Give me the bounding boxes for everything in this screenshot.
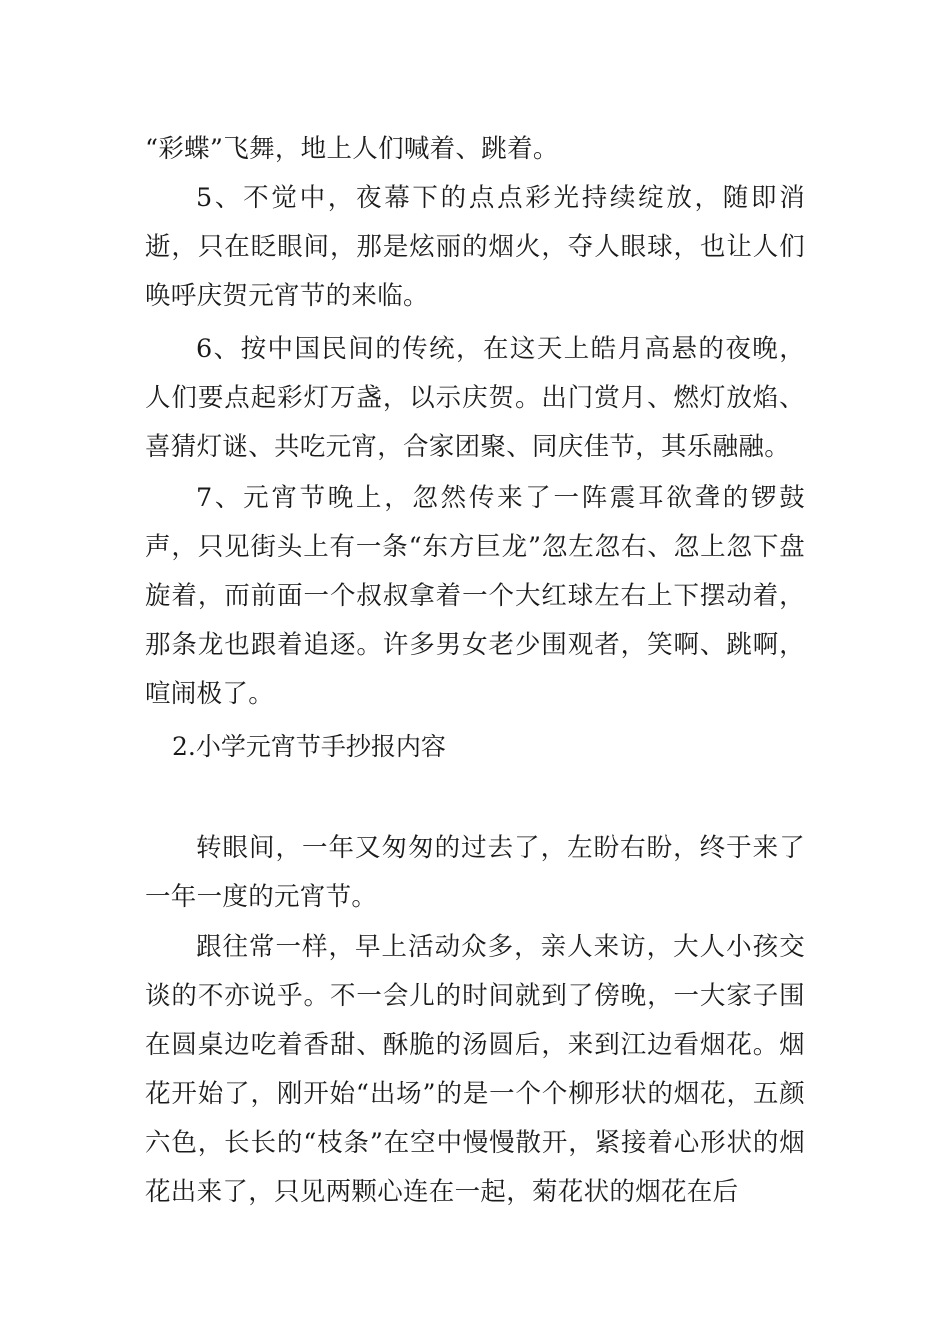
paragraph-body-2: 跟往常一样，早上活动众多，亲人来访，大人小孩交谈的不亦说乎。不一会儿的时间就到了傍晚，一大家子围在圆桌边吃着香甜、酥脆的汤圆后，来到江边看烟花。烟花开始了，刚开始“出场”的是一个个柳形状的烟花，五颜六色，长长的“枝条”在空中慢慢散开，紧接着心形状的烟花出来了，只见两颗心连在一起，菊花状的烟花在后 [145, 932, 805, 1207]
paragraph-body-1: 转眼间，一年又匆匆的过去了，左盼右盼，终于来了一年一度的元宵节。 [145, 833, 805, 912]
paragraph-continuation: “彩蝶”飞舞，地上人们喊着、跳着。 [145, 134, 559, 164]
paragraph-item-7: 7、元宵节晚上，忽然传来了一阵震耳欲聋的锣鼓声，只见街头上有一条“东方巨龙”忽左忽右、忽上忽下盘旋着，而前面一个叔叔拿着一个大红球左右上下摆动着，那条龙也跟着追逐。许多男女老少围观者，笑啊、跳啊，喧闹极了。 [145, 483, 805, 709]
section-heading: 2.小学元宵节手抄报内容 [172, 732, 446, 761]
paragraph-item-6: 6、按中国民间的传统，在这天上皓月高悬的夜晚，人们要点起彩灯万盏，以示庆贺。出门赏月、燃灯放焰、喜猜灯谜、共吃元宵，合家团聚、同庆佳节，其乐融融。 [145, 334, 805, 462]
paragraph-item-5: 5、不觉中，夜幕下的点点彩光持续绽放，随即消逝，只在眨眼间，那是炫丽的烟火，夺人眼球，也让人们唤呼庆贺元宵节的来临。 [145, 183, 805, 311]
